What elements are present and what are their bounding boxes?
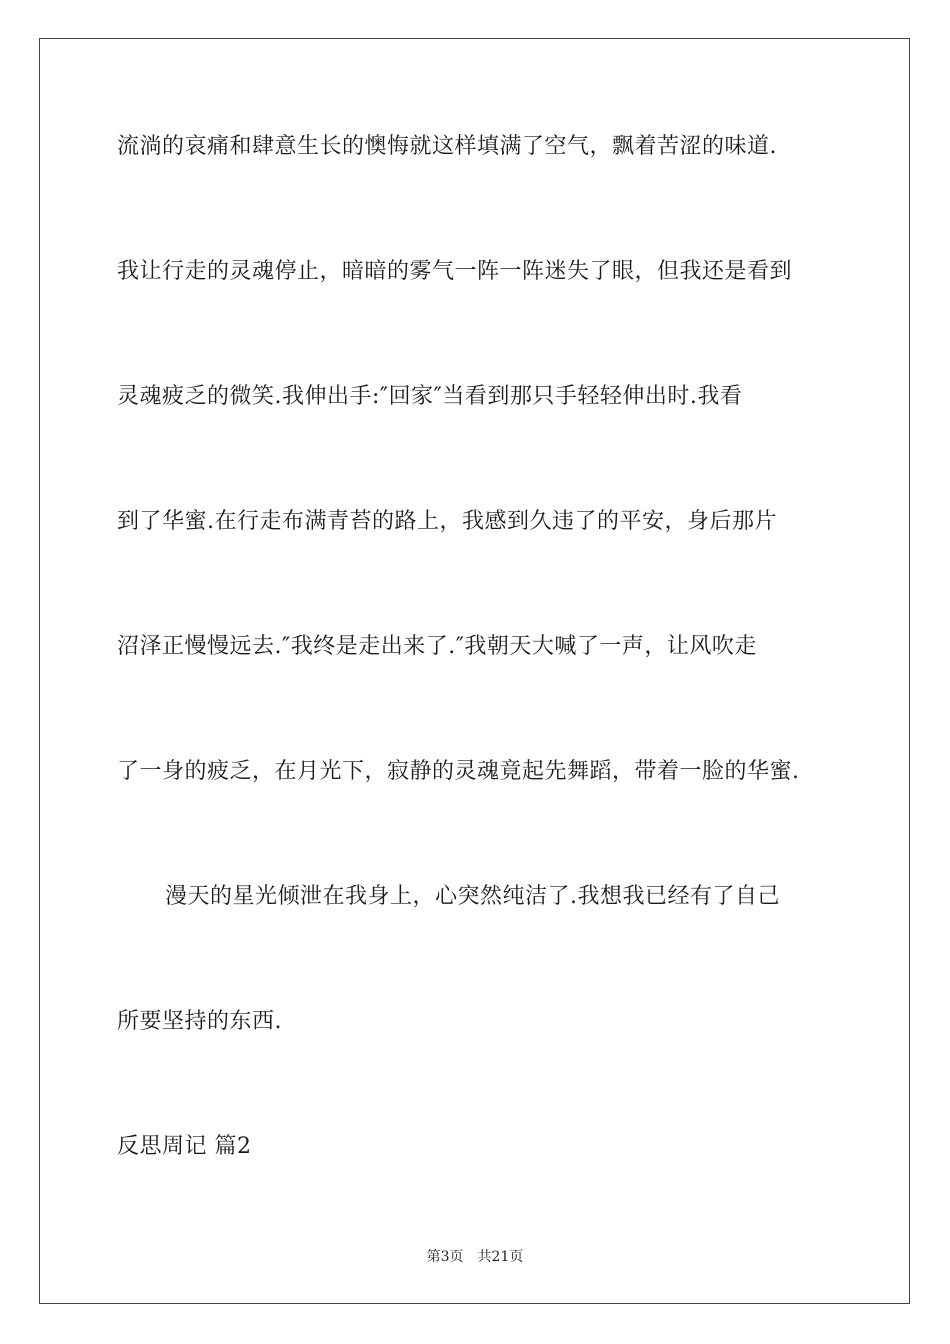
section-heading: 反思周记 篇2: [117, 1134, 252, 1159]
page-number: 第3页: [426, 1249, 464, 1265]
page-total: 共21页: [477, 1249, 524, 1265]
body-text-line: 到了华蜜.在行走布满青苔的路上，我感到久违了的平安，身后那片: [117, 509, 777, 534]
paragraph-start-line: 漫天的星光倾泄在我身上，心突然纯洁了.我想我已经有了自己: [165, 884, 780, 909]
body-text-line: 沼泽正慢慢远去.″我终是走出来了.″我朝天大喊了一声，让风吹走: [117, 634, 757, 659]
body-text-line: 所要坚持的东西.: [117, 1009, 282, 1034]
page-footer: [0, 1248, 950, 1266]
body-text-line: 灵魂疲乏的微笑.我伸出手:″回家″当看到那只手轻轻伸出时.我看: [117, 384, 743, 409]
body-text-line: 我让行走的灵魂停止，暗暗的雾气一阵一阵迷失了眼，但我还是看到: [117, 259, 793, 284]
body-text-line: 流淌的哀痛和肆意生长的懊悔就这样填满了空气，飘着苦涩的味道.: [117, 134, 777, 159]
page-border: [39, 38, 910, 1304]
body-text-line: 了一身的疲乏，在月光下，寂静的灵魂竟起先舞蹈，带着一脸的华蜜.: [117, 759, 800, 784]
